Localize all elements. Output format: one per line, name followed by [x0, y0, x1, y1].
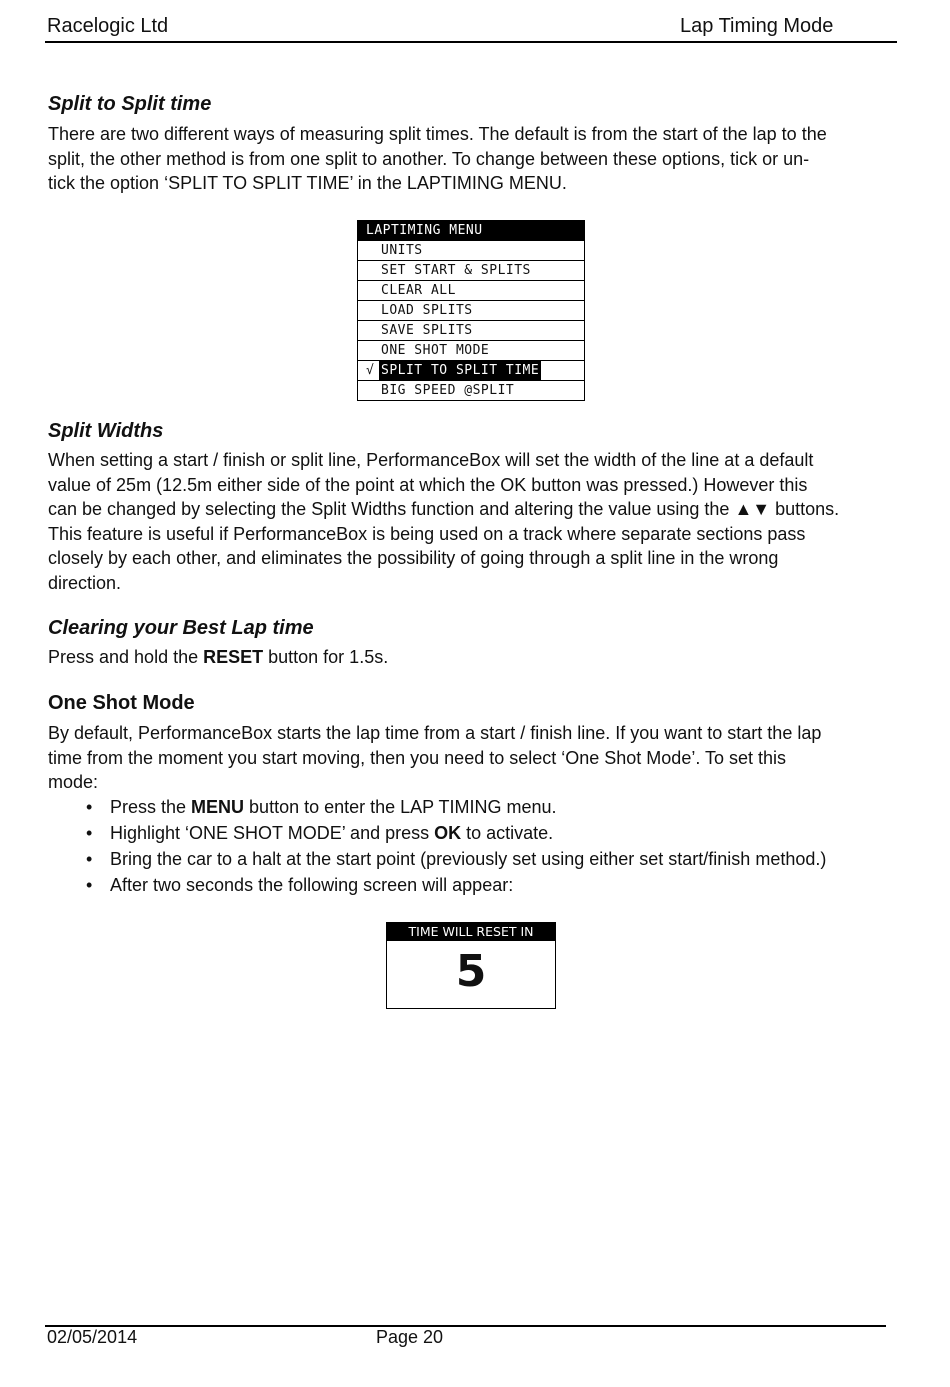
text-line: can be changed by selecting the Split Widths function and altering the value using the ▲▼ buttons.: [48, 499, 840, 519]
bullet-icon: •: [86, 823, 93, 843]
text-line: This feature is useful if PerformanceBox is being used on a track where separate sections pass: [48, 523, 806, 544]
reset-countdown-screen: [386, 922, 556, 1009]
menu-item-big-speed-split: [358, 380, 584, 400]
list-item: [48, 846, 908, 872]
menu-item-set-start-splits: [358, 260, 584, 280]
bullet-icon: •: [86, 875, 93, 895]
text-run: Press the: [110, 797, 192, 817]
header-section-title: Lap Timing Mode: [680, 15, 834, 37]
text-line: mode:: [48, 772, 99, 792]
reset-keyword: RESET: [203, 647, 264, 667]
text-line: value of 25m (12.5m either side of the point at which the OK button was pressed.) However this: [48, 474, 808, 495]
paragraph-clearing: [48, 645, 908, 670]
paragraph-split-widths: [48, 448, 908, 595]
text-run: After two seconds the following screen will appear:: [110, 875, 514, 895]
text-line: closely by each other, and eliminates the possibility of going through a split line in the wrong: [48, 548, 779, 568]
menu-item-units: [358, 240, 584, 260]
menu-item-label: BIG SPEED @SPLIT: [381, 383, 515, 398]
menu-item-split-to-split-time: [358, 360, 584, 380]
list-item: [48, 820, 908, 846]
one-shot-steps-list: [48, 794, 908, 898]
paragraph-split-to-split: [48, 122, 908, 196]
text-run: Bring the car to a halt at the start point (previously set using either set start/finish method.): [110, 849, 827, 869]
text-line: [48, 645, 908, 670]
reset-countdown-title: TIME WILL RESET IN: [387, 923, 555, 941]
menu-item-save-splits: [358, 320, 584, 340]
header-divider: [45, 41, 897, 43]
menu-item-label: ONE SHOT MODE: [381, 343, 490, 358]
list-item: [48, 872, 908, 898]
menu-item-label: SPLIT TO SPLIT TIME: [381, 363, 540, 378]
text-run: to activate.: [461, 823, 554, 843]
bullet-icon: •: [86, 849, 93, 869]
menu-keyword: MENU: [191, 797, 245, 817]
text-run: button to enter the LAP TIMING menu.: [244, 797, 557, 817]
text-line: By default, PerformanceBox starts the lap time from a start / finish line. If you want to start the lap: [48, 723, 822, 743]
header-company: Racelogic Ltd: [47, 15, 169, 37]
laptiming-menu-title: LAPTIMING MENU: [358, 221, 584, 240]
menu-item-label: LOAD SPLITS: [381, 303, 473, 318]
text-run: button for 1.5s.: [263, 647, 389, 667]
text-run: Highlight ‘ONE SHOT MODE’ and press: [110, 823, 435, 843]
text-line: split, the other method is from one split to another. To change between these options, tick or un-: [48, 148, 810, 169]
ok-keyword: OK: [434, 823, 462, 843]
menu-item-label: UNITS: [381, 243, 423, 258]
paragraph-one-shot: [48, 721, 908, 795]
heading-split-to-split: Split to Split time: [48, 93, 212, 115]
text-line: When setting a start / finish or split line, PerformanceBox will set the width of the line at a default: [48, 450, 814, 470]
reset-countdown-value: 5: [455, 946, 487, 997]
text-line: There are two different ways of measuring split times. The default is from the start of the lap to the: [48, 124, 827, 144]
footer-divider: [45, 1325, 886, 1327]
menu-item-label: SET START & SPLITS: [381, 263, 531, 278]
heading-split-widths: Split Widths: [48, 420, 164, 442]
menu-item-clear-all: [358, 280, 584, 300]
text-line: time from the moment you start moving, then you need to select ‘One Shot Mode’. To set this: [48, 747, 787, 768]
text-line: direction.: [48, 572, 122, 593]
menu-item-load-splits: [358, 300, 584, 320]
list-item: [48, 794, 908, 820]
laptiming-menu-screen: [357, 220, 585, 401]
bullet-icon: •: [86, 797, 93, 817]
check-mark-icon: √: [366, 363, 375, 378]
text-line: tick the option ‘SPLIT TO SPLIT TIME’ in the LAPTIMING MENU.: [48, 173, 567, 193]
menu-item-one-shot-mode: [358, 340, 584, 360]
menu-item-label: SAVE SPLITS: [381, 323, 473, 338]
footer-page-number: Page 20: [376, 1327, 444, 1347]
text-run: Press and hold the: [48, 647, 204, 667]
menu-item-label: CLEAR ALL: [381, 283, 456, 298]
footer-date: 02/05/2014: [47, 1327, 138, 1347]
heading-one-shot-mode: One Shot Mode: [48, 692, 195, 714]
heading-clearing-best-lap: Clearing your Best Lap time: [48, 617, 314, 639]
